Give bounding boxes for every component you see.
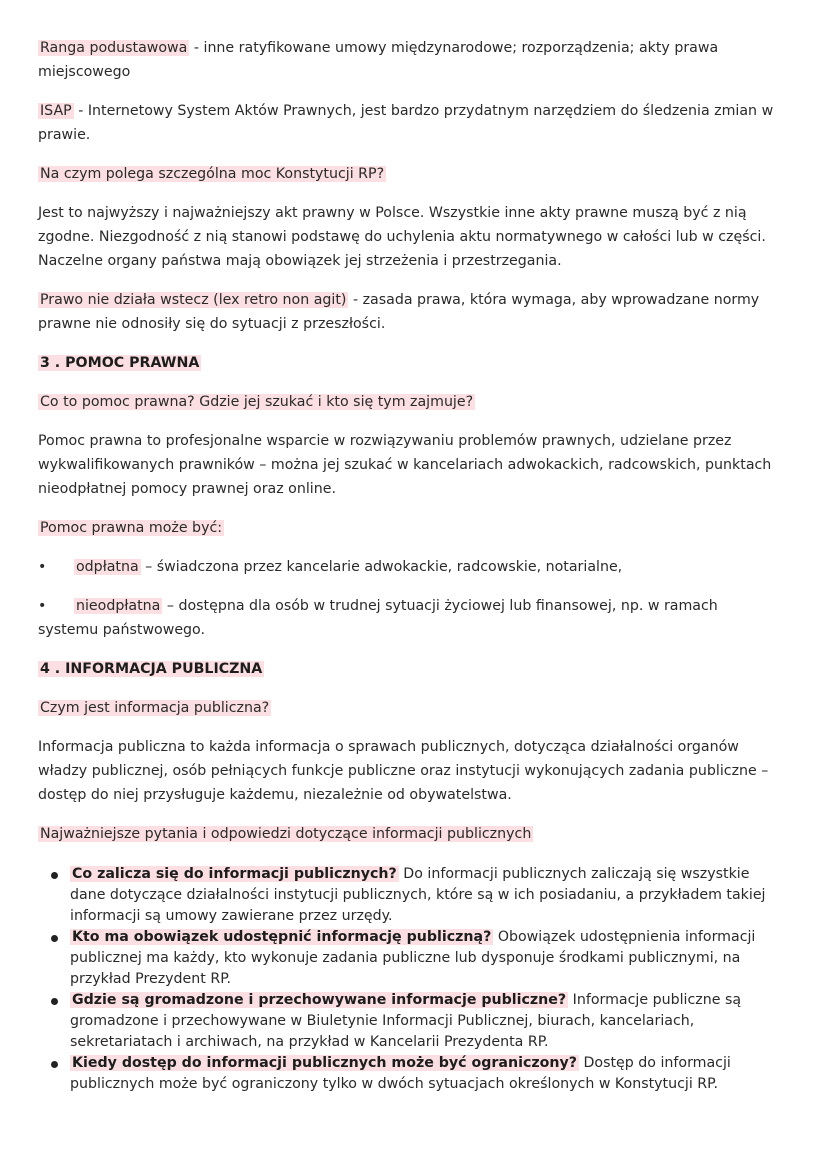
faq-question: Kiedy dostęp do informacji publicznych może być ograniczony? [72, 1055, 577, 1071]
bullet-icon [51, 872, 58, 879]
section-heading-pomoc-prawna [38, 351, 780, 375]
faq-question: Kto ma obowiązek udostępnić informację publiczną? [72, 929, 492, 945]
highlighted-term: Prawo nie działa wstecz (lex retro non agit) [40, 292, 347, 308]
answer-konstytucja: Jest to najwyższy i najważniejszy akt prawny w Polsce. Wszystkie inne akty prawne muszą być z nią zgodne. Niezgodność z nią stanowi podstawę do uchylenia aktu normatywnego w całości lub w części. Naczelne organy państwa mają obowiązek jej strzeżenia i przestrzegania. [38, 205, 766, 269]
section-heading-text: 4 . INFORMACJA PUBLICZNA [40, 661, 263, 677]
highlighted-question: Czym jest informacja publiczna? [40, 700, 270, 716]
bullet-icon [51, 935, 58, 942]
highlighted-term: odpłatna [76, 559, 139, 575]
faq-answer: Obowiązek udostępnienia informacji publicznej ma każdy, kto wykonuje zadania publiczne lub dysponuje środkami publicznymi, na przykład Prezydent RP. [70, 929, 756, 987]
paragraph-text: - zasada prawa, która wymaga, aby wprowadzane normy prawne nie odnosiły się do sytuacji z przeszłości. [38, 292, 760, 332]
question-informacja-publiczna [38, 696, 780, 720]
faq-question: Co zalicza się do informacji publicznych? [72, 866, 397, 882]
list-item-nieodplatna [38, 594, 780, 642]
paragraph-text: - Internetowy System Aktów Prawnych, jest bardzo przydatnym narzędziem do śledzenia zmian w prawie. [38, 103, 774, 143]
bullet-icon [51, 1061, 58, 1068]
highlighted-question: Co to pomoc prawna? Gdzie jej szukać i kto się tym zajmuje? [40, 394, 474, 410]
highlighted-term: nieodpłatna [76, 598, 161, 614]
paragraph-lex-retro [38, 288, 780, 336]
highlighted-question: Najważniejsze pytania i odpowiedzi dotyczące informacji publicznych [40, 826, 532, 842]
question-pomoc-prawna [38, 390, 780, 414]
paragraph-text: - inne ratyfikowane umowy międzynarodowe; rozporządzenia; akty prawa miejscowego [38, 40, 719, 80]
faq-item [38, 927, 780, 990]
answer-pomoc-prawna: Pomoc prawna to profesjonalne wsparcie w rozwiązywaniu problemów prawnych, udzielane przez wykwalifikowanych prawników – można jej szukać w kancelariach adwokackich, radcowskich, punktach nieodpłatnej pomocy prawnej oraz online. [38, 433, 772, 497]
bullet-icon: • [38, 559, 47, 575]
section-heading-informacja-publiczna [38, 657, 780, 681]
highlighted-question: Pomoc prawna może być: [40, 520, 223, 536]
list-item-text: – świadczona przez kancelarie adwokackie, radcowskie, notarialne, [140, 559, 623, 575]
faq-answer: Informacje publiczne są gromadzone i przechowywane w Biuletynie Informacji Publicznej, biurach, kancelariach, sekretariatach i archiwach, na przykład w Kancelarii Prezydenta RP. [70, 992, 742, 1050]
highlighted-question: Na czym polega szczególna moc Konstytucji RP? [40, 166, 385, 182]
question-rodzaje-pomocy [38, 516, 780, 540]
paragraph-ranga-podustawowa [38, 36, 780, 84]
faq-item [38, 1053, 780, 1095]
section-heading-text: 3 . POMOC PRAWNA [40, 355, 200, 371]
highlighted-term: Ranga podustawowa [40, 40, 188, 56]
faq-item [38, 990, 780, 1053]
faq-list [38, 864, 780, 1095]
list-item-odplatna [38, 555, 780, 579]
question-faq-heading [38, 822, 780, 846]
bullet-icon: • [38, 598, 47, 614]
highlighted-term: ISAP [40, 103, 72, 119]
list-item-text: – dostępna dla osób w trudnej sytuacji życiowej lub finansowej, np. w ramach systemu państwowego. [38, 598, 718, 638]
faq-answer: Do informacji publicznych zaliczają się wszystkie dane dotyczące działalności instytucji publicznych, które są w ich posiadaniu, a przykładem takiej informacji są umowy zawierane przez urzędy. [70, 866, 766, 924]
answer-informacja-publiczna: Informacja publiczna to każda informacja o sprawach publicznych, dotycząca działalności organów władzy publicznej, osób pełniących funkcje publiczne oraz instytucji wykonujących zadania publiczne – dostęp do niej przysługuje każdemu, niezależnie od obywatelstwa. [38, 739, 769, 803]
faq-answer: Dostęp do informacji publicznych może być ograniczony tylko w dwóch sytuacjach określonych w Konstytucji RP. [70, 1055, 731, 1092]
faq-item [38, 864, 780, 927]
paragraph-isap [38, 99, 780, 147]
question-konstytucja [38, 162, 780, 186]
faq-question: Gdzie są gromadzone i przechowywane informacje publiczne? [72, 992, 567, 1008]
bullet-icon [51, 998, 58, 1005]
